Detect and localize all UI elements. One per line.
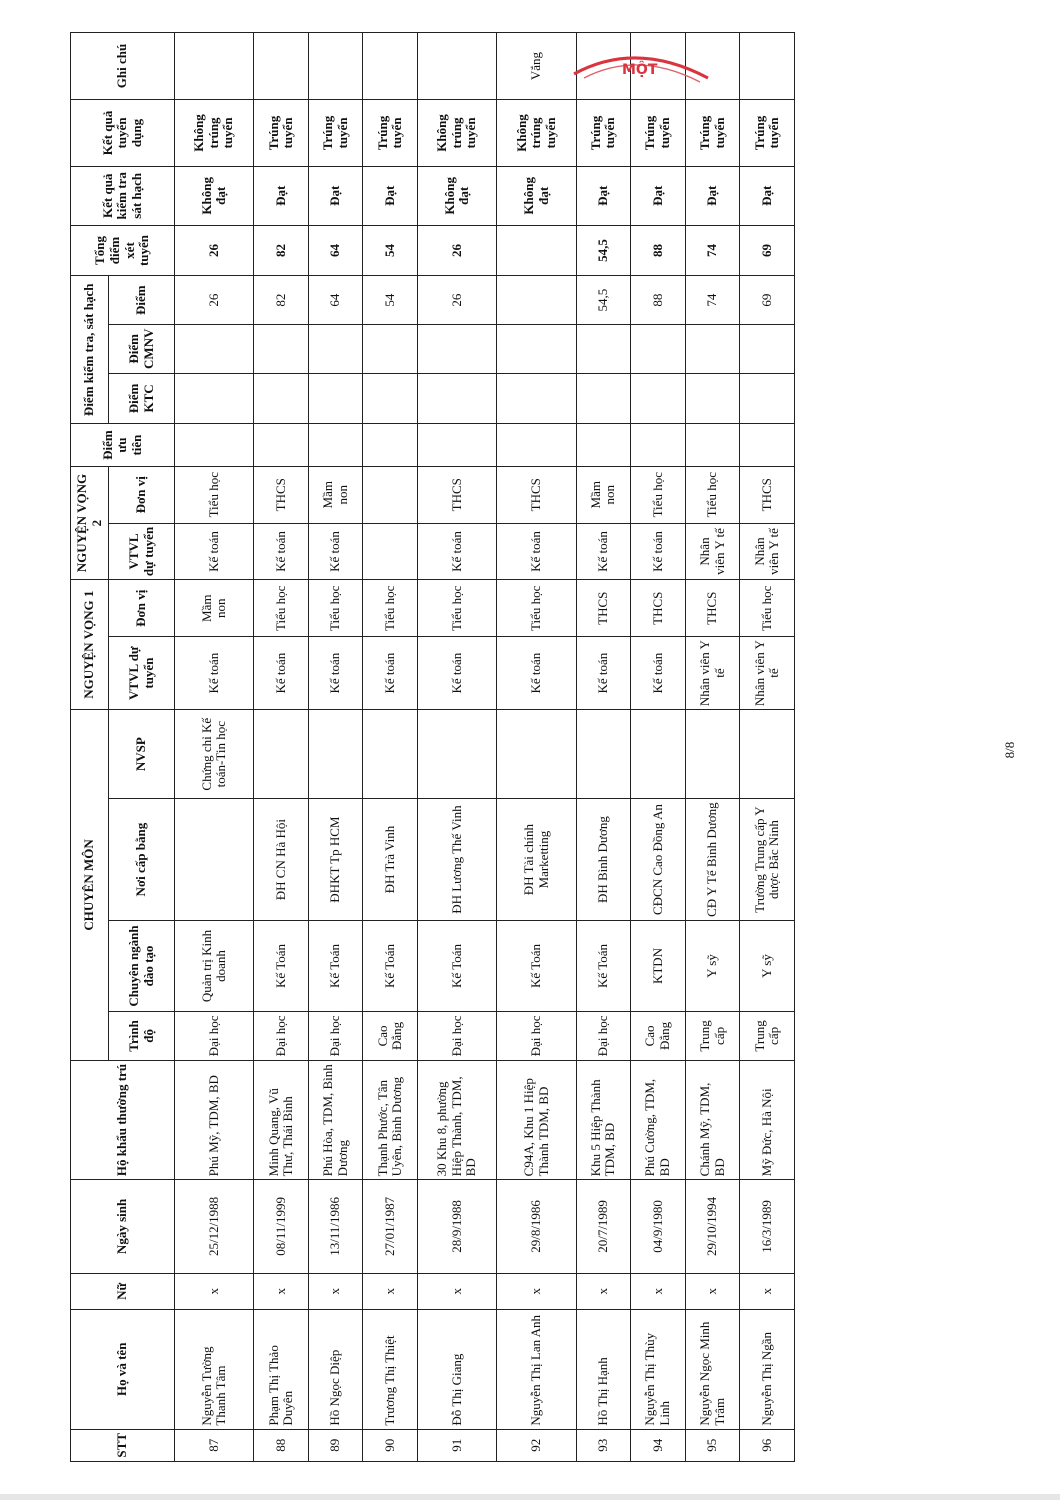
stamp-text: MỘT [622,62,658,78]
table-row [418,33,497,1462]
cell-dob: 29/8/1986 [497,1180,576,1273]
cell-address: C94A, Khu 1 Hiệp Thành TDM, BD [497,1060,576,1180]
cell-name: Nguyễn Thị Ngần [740,1310,795,1430]
cell-exam-result: Đạt [363,166,418,225]
cell-nv1-unit: Tiểu học [497,580,576,637]
cell-ktc [576,373,631,424]
header-level: Trình độ [109,1012,175,1061]
cell-nv1-unit: Mầm non [175,580,254,637]
cell-exam-result: Đạt [576,166,631,225]
cell-nv1-unit: THCS [576,580,631,637]
header-stt: STT [71,1429,175,1461]
cell-note: Vắng [497,33,576,100]
header-female: Nữ [71,1273,175,1309]
cell-nv1-unit: Tiểu học [418,580,497,637]
cell-hiring-result: Trúng tuyển [254,100,309,167]
cell-priority [254,424,309,467]
cell-priority [685,424,740,467]
table-row [363,33,418,1462]
cell-stt: 93 [576,1429,631,1461]
cell-level: Đại học [418,1012,497,1061]
cell-nv1-position: Nhân viên Y tế [685,637,740,710]
table-row [497,33,576,1462]
cell-nv1-position: Kế toán [631,637,686,710]
cell-total: 54,5 [576,225,631,276]
cell-stt: 91 [418,1429,497,1461]
cell-name: Phạm Thị Thảo Duyên [254,1310,309,1430]
cell-total: 88 [631,225,686,276]
cell-nv2-unit: THCS [497,466,576,523]
cell-issuer: ĐH Tài chính Marketting [497,799,576,921]
cell-major: Y sỹ [685,920,740,1011]
cell-priority [631,424,686,467]
cell-ktc [254,373,309,424]
cell-nv2-position: Kế toán [254,523,309,580]
cell-nv1-position: Kế toán [418,637,497,710]
cell-nvsp [363,710,418,799]
cell-stt: 96 [740,1429,795,1461]
cell-exam-result: Đạt [740,166,795,225]
cell-stt: 87 [175,1429,254,1461]
page-number: 8/8 [1002,741,1017,759]
header-preference-1: NGUYỆN VỌNG 1 [71,580,109,710]
cell-exam-result: Không đạt [497,166,576,225]
cell-priority [576,424,631,467]
cell-ktc [175,373,254,424]
cell-nv2-position: Kế toán [576,523,631,580]
cell-hiring-result: Không trúng tuyển [497,100,576,167]
cell-level: Cao Đẳng [363,1012,418,1061]
header-score: Điểm [109,276,175,325]
cell-cmnv [497,324,576,373]
header-major: Chuyên ngành đào tạo [109,920,175,1011]
cell-female: x [308,1273,363,1309]
cell-major: Kế Toán [576,920,631,1011]
cell-female: x [576,1273,631,1309]
cell-total: 82 [254,225,309,276]
cell-nv2-unit: THCS [254,466,309,523]
cell-name: Nguyễn Tường Thanh Tâm [175,1310,254,1430]
cell-priority [740,424,795,467]
cell-issuer: CĐCN Cao Đồng An [631,799,686,921]
cell-nv2-position: Kế toán [497,523,576,580]
cell-address: 30 Khu 8, phường Hiệp Thành, TDM, BD [418,1060,497,1180]
cell-name: Nguyễn Ngọc Minh Trâm [685,1310,740,1430]
cell-nvsp [254,710,309,799]
cell-address: Mỹ Đức, Hà Nội [740,1060,795,1180]
cell-priority [308,424,363,467]
cell-nv2-position: Nhân viên Y tế [685,523,740,580]
header-exam-result: Kết quả kiểm tra sát hạch [71,166,175,225]
header-name: Họ và tên [71,1310,175,1430]
table-row [740,33,795,1462]
cell-nv1-position: Nhân viên Y tế [740,637,795,710]
cell-name: Nguyễn Thị Lan Anh [497,1310,576,1430]
cell-nv2-position: Kế toán [308,523,363,580]
cell-cmnv [308,324,363,373]
cell-level: Đại học [254,1012,309,1061]
cell-nv2-unit [363,466,418,523]
cell-name: Trương Thị Thiệt [363,1310,418,1430]
cell-nv1-position: Kế toán [576,637,631,710]
cell-total [497,225,576,276]
cell-score: 54 [363,276,418,325]
cell-issuer: ĐH Trà Vinh [363,799,418,921]
table-header [71,33,175,1462]
cell-dob: 29/10/1994 [685,1180,740,1273]
cell-note [363,33,418,100]
cell-nv1-unit: Tiểu học [740,580,795,637]
header-total-score: Tổng điểm xét tuyển [71,225,175,276]
header-nv2-position: VTVL dự tuyển [109,523,175,580]
header-dob: Ngày sinh [71,1180,175,1273]
cell-ktc [740,373,795,424]
cell-name: Nguyễn Thị Thùy Linh [631,1310,686,1430]
cell-female: x [497,1273,576,1309]
cell-score: 26 [418,276,497,325]
cell-ktc [308,373,363,424]
cell-level: Đại học [308,1012,363,1061]
cell-dob: 13/11/1986 [308,1180,363,1273]
cell-total: 26 [418,225,497,276]
cell-address: Khu 5 Hiệp Thành TDM, BD [576,1060,631,1180]
cell-issuer: ĐHKT Tp HCM [308,799,363,921]
header-nv1-position: VTVL dự tuyển [109,637,175,710]
cell-ktc [685,373,740,424]
cell-female: x [685,1273,740,1309]
header-cmnv-score: Điểm CMNV [109,324,175,373]
cell-cmnv [175,324,254,373]
table-row [631,33,686,1462]
cell-nv2-unit: Mầm non [308,466,363,523]
cell-female: x [740,1273,795,1309]
cell-dob: 04/9/1980 [631,1180,686,1273]
cell-nv2-unit: Tiểu học [631,466,686,523]
cell-score: 64 [308,276,363,325]
header-nv1-unit: Đơn vị [109,580,175,637]
cell-hiring-result: Trúng tuyển [740,100,795,167]
cell-nv1-position: Kế toán [254,637,309,710]
cell-hiring-result: Trúng tuyển [363,100,418,167]
header-exam-scores: Điểm kiểm tra, sát hạch [71,276,109,424]
cell-cmnv [685,324,740,373]
cell-nv2-position: Kế toán [631,523,686,580]
cell-note [308,33,363,100]
cell-note [254,33,309,100]
cell-nv1-position: Kế toán [497,637,576,710]
cell-address: Phú Cường, TDM, BD [631,1060,686,1180]
cell-hiring-result: Trúng tuyển [576,100,631,167]
cell-address: Phú Hòa, TDM, Bình Dương [308,1060,363,1180]
cell-address: Thạnh Phước, Tân Uyên, Bình Dương [363,1060,418,1180]
cell-stt: 90 [363,1429,418,1461]
cell-issuer: Trường Trung cấp Y dược Bắc Ninh [740,799,795,921]
header-hiring-result: Kết quả tuyển dụng [71,100,175,167]
cell-priority [418,424,497,467]
cell-ktc [631,373,686,424]
cell-nv2-position [363,523,418,580]
cell-hiring-result: Không trúng tuyển [175,100,254,167]
cell-exam-result: Đạt [308,166,363,225]
table-row [685,33,740,1462]
table-row [576,33,631,1462]
table-row [308,33,363,1462]
cell-major: Y sỹ [740,920,795,1011]
cell-ktc [497,373,576,424]
cell-cmnv [254,324,309,373]
cell-stt: 95 [685,1429,740,1461]
cell-cmnv [576,324,631,373]
cell-stt: 88 [254,1429,309,1461]
cell-issuer: ĐH Lương Thế Vinh [418,799,497,921]
cell-dob: 08/11/1999 [254,1180,309,1273]
red-seal-stamp [566,44,716,90]
cell-exam-result: Không đạt [175,166,254,225]
cell-level: Đại học [175,1012,254,1061]
cell-issuer [175,799,254,921]
cell-nv1-unit: Tiểu học [363,580,418,637]
cell-nv2-unit: Mầm non [576,466,631,523]
cell-nv2-unit: THCS [740,466,795,523]
cell-dob: 25/12/1988 [175,1180,254,1273]
table-row [254,33,309,1462]
cell-stt: 94 [631,1429,686,1461]
cell-issuer: ĐH Bình Dương [576,799,631,921]
cell-nv1-unit: Tiểu học [254,580,309,637]
cell-address: Chánh Mỹ, TDM, BD [685,1060,740,1180]
scan-edge [0,1494,1060,1500]
cell-priority [363,424,418,467]
cell-hiring-result: Trúng tuyển [631,100,686,167]
cell-dob: 28/9/1988 [418,1180,497,1273]
cell-nv1-position: Kế toán [308,637,363,710]
cell-note [740,33,795,100]
cell-nv2-unit: Tiểu học [175,466,254,523]
cell-level: Trung cấp [740,1012,795,1061]
cell-stt: 92 [497,1429,576,1461]
cell-nv1-unit: THCS [631,580,686,637]
cell-major: Kế Toán [308,920,363,1011]
cell-total: 54 [363,225,418,276]
cell-priority [497,424,576,467]
cell-dob: 27/01/1987 [363,1180,418,1273]
cell-name: Hồ Ngọc Diệp [308,1310,363,1430]
cell-score [497,276,576,325]
cell-major: Quản trị Kinh doanh [175,920,254,1011]
header-address: Hộ khẩu thường trú [71,1060,175,1180]
header-nv2-unit: Đơn vị [109,466,175,523]
cell-nv1-position: Kế toán [363,637,418,710]
cell-total: 74 [685,225,740,276]
cell-nvsp [740,710,795,799]
cell-priority [175,424,254,467]
header-preference-2: NGUYỆN VỌNG 2 [71,466,109,580]
cell-nv2-position: Nhân viên Y tế [740,523,795,580]
cell-female: x [418,1273,497,1309]
cell-exam-result: Đạt [685,166,740,225]
cell-major: KTDN [631,920,686,1011]
cell-female: x [254,1273,309,1309]
cell-nvsp [497,710,576,799]
cell-nv2-position: Kế toán [418,523,497,580]
cell-female: x [631,1273,686,1309]
cell-nv2-unit: THCS [418,466,497,523]
cell-nv1-unit: THCS [685,580,740,637]
candidate-results-table [70,32,795,1462]
cell-ktc [363,373,418,424]
cell-hiring-result: Trúng tuyển [308,100,363,167]
cell-nv1-position: Kế toán [175,637,254,710]
cell-exam-result: Không đạt [418,166,497,225]
cell-level: Cao Đẳng [631,1012,686,1061]
rotated-document-page [70,32,795,1462]
cell-score: 54,5 [576,276,631,325]
cell-exam-result: Đạt [631,166,686,225]
cell-major: Kế Toán [363,920,418,1011]
cell-hiring-result: Trúng tuyển [685,100,740,167]
cell-major: Kế Toán [254,920,309,1011]
cell-nvsp [631,710,686,799]
cell-address: Phú Mỹ, TDM, BD [175,1060,254,1180]
cell-nvsp [308,710,363,799]
cell-level: Đại học [576,1012,631,1061]
header-priority-score: Điểm ưu tiên [71,424,175,467]
cell-total: 64 [308,225,363,276]
cell-nvsp [576,710,631,799]
header-note: Ghi chú [71,33,175,100]
header-issuer: Nơi cấp bằng [109,799,175,921]
cell-level: Đại học [497,1012,576,1061]
cell-nvsp: Chứng chỉ Kế toán-Tin học [175,710,254,799]
header-professional: CHUYÊN MÔN [71,710,109,1061]
cell-cmnv [363,324,418,373]
cell-nvsp [418,710,497,799]
cell-ktc [418,373,497,424]
cell-major: Kế Toán [497,920,576,1011]
cell-female: x [363,1273,418,1309]
cell-nv2-unit: Tiểu học [685,466,740,523]
cell-hiring-result: Không trúng tuyển [418,100,497,167]
cell-level: Trung cấp [685,1012,740,1061]
cell-female: x [175,1273,254,1309]
cell-stt: 89 [308,1429,363,1461]
cell-note [418,33,497,100]
cell-cmnv [631,324,686,373]
cell-nvsp [685,710,740,799]
cell-exam-result: Đạt [254,166,309,225]
table-body [175,33,795,1462]
cell-issuer: ĐH CN Hà Hội [254,799,309,921]
cell-name: Hồ Thị Hạnh [576,1310,631,1430]
cell-score: 88 [631,276,686,325]
header-nvsp: NVSP [109,710,175,799]
table-row [175,33,254,1462]
header-ktc-score: Điểm KTC [109,373,175,424]
cell-major: Kế Toán [418,920,497,1011]
cell-cmnv [418,324,497,373]
cell-cmnv [740,324,795,373]
cell-dob: 16/3/1989 [740,1180,795,1273]
cell-score: 82 [254,276,309,325]
cell-name: Đỗ Thị Giang [418,1310,497,1430]
cell-dob: 20/7/1989 [576,1180,631,1273]
cell-address: Minh Quang, Vũ Thư, Thái Bình [254,1060,309,1180]
cell-nv1-unit: Tiểu học [308,580,363,637]
cell-note [175,33,254,100]
cell-score: 74 [685,276,740,325]
cell-score: 69 [740,276,795,325]
cell-issuer: CĐ Y Tế Bình Dương [685,799,740,921]
cell-score: 26 [175,276,254,325]
cell-total: 69 [740,225,795,276]
cell-nv2-position: Kế toán [175,523,254,580]
cell-total: 26 [175,225,254,276]
